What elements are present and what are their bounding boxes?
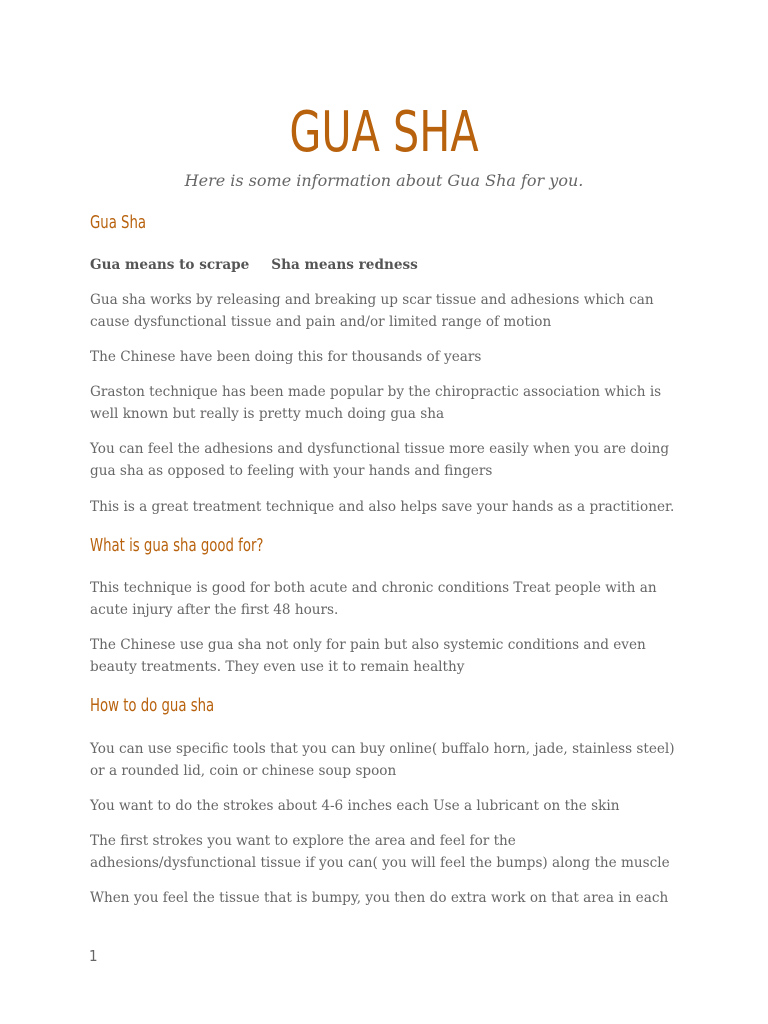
paragraph: Graston technique has been made popular by the chiropractic association which is well known but really is pretty much doing gua sha (90, 384, 662, 422)
section-heading-gua-sha: Gua Sha (90, 212, 147, 233)
paragraph: This is a great treatment technique and also helps save your hands as a practitioner. (90, 499, 675, 515)
paragraph: This technique is good for both acute and chronic conditions Treat people with an acute injury after the first 48 hours. (90, 580, 657, 618)
section-heading-good-for: What is gua sha good for? (90, 535, 264, 556)
paragraph: When you feel the tissue that is bumpy, you then do extra work on that area in each (90, 890, 669, 906)
section-heading-how-to: How to do gua sha (90, 695, 215, 716)
paragraph: The Chinese have been doing this for thousands of years (90, 349, 482, 365)
page-subtitle: Here is some information about Gua Sha for you. (184, 171, 584, 190)
paragraph: You want to do the strokes about 4-6 inches each Use a lubricant on the skin (90, 798, 620, 814)
paragraph: Gua sha works by releasing and breaking up scar tissue and adhesions which can cause dysfunctional tissue and pain and/or limited range of motion (90, 292, 654, 330)
paragraph: The first strokes you want to explore the area and feel for the adhesions/dysfunctional tissue if you can( you will feel the bumps) along the muscle (90, 833, 670, 871)
paragraph: You can feel the adhesions and dysfunctional tissue more easily when you are doing gua sha as opposed to feeling with your hands and fingers (90, 441, 670, 479)
page-number: 1 (89, 947, 98, 965)
paragraph: The Chinese use gua sha not only for pain but also systemic conditions and even beauty treatments. They even use it to remain healthy (90, 637, 646, 675)
definition-gua: Gua means to scrape (90, 257, 250, 273)
definition-sha: Sha means redness (271, 257, 418, 273)
definition-line (90, 254, 418, 276)
page-title: GUA SHA (289, 100, 479, 165)
paragraph: You can use specific tools that you can buy online( buffalo horn, jade, stainless steel) or a rounded lid, coin or chinese soup spoon (90, 741, 675, 779)
